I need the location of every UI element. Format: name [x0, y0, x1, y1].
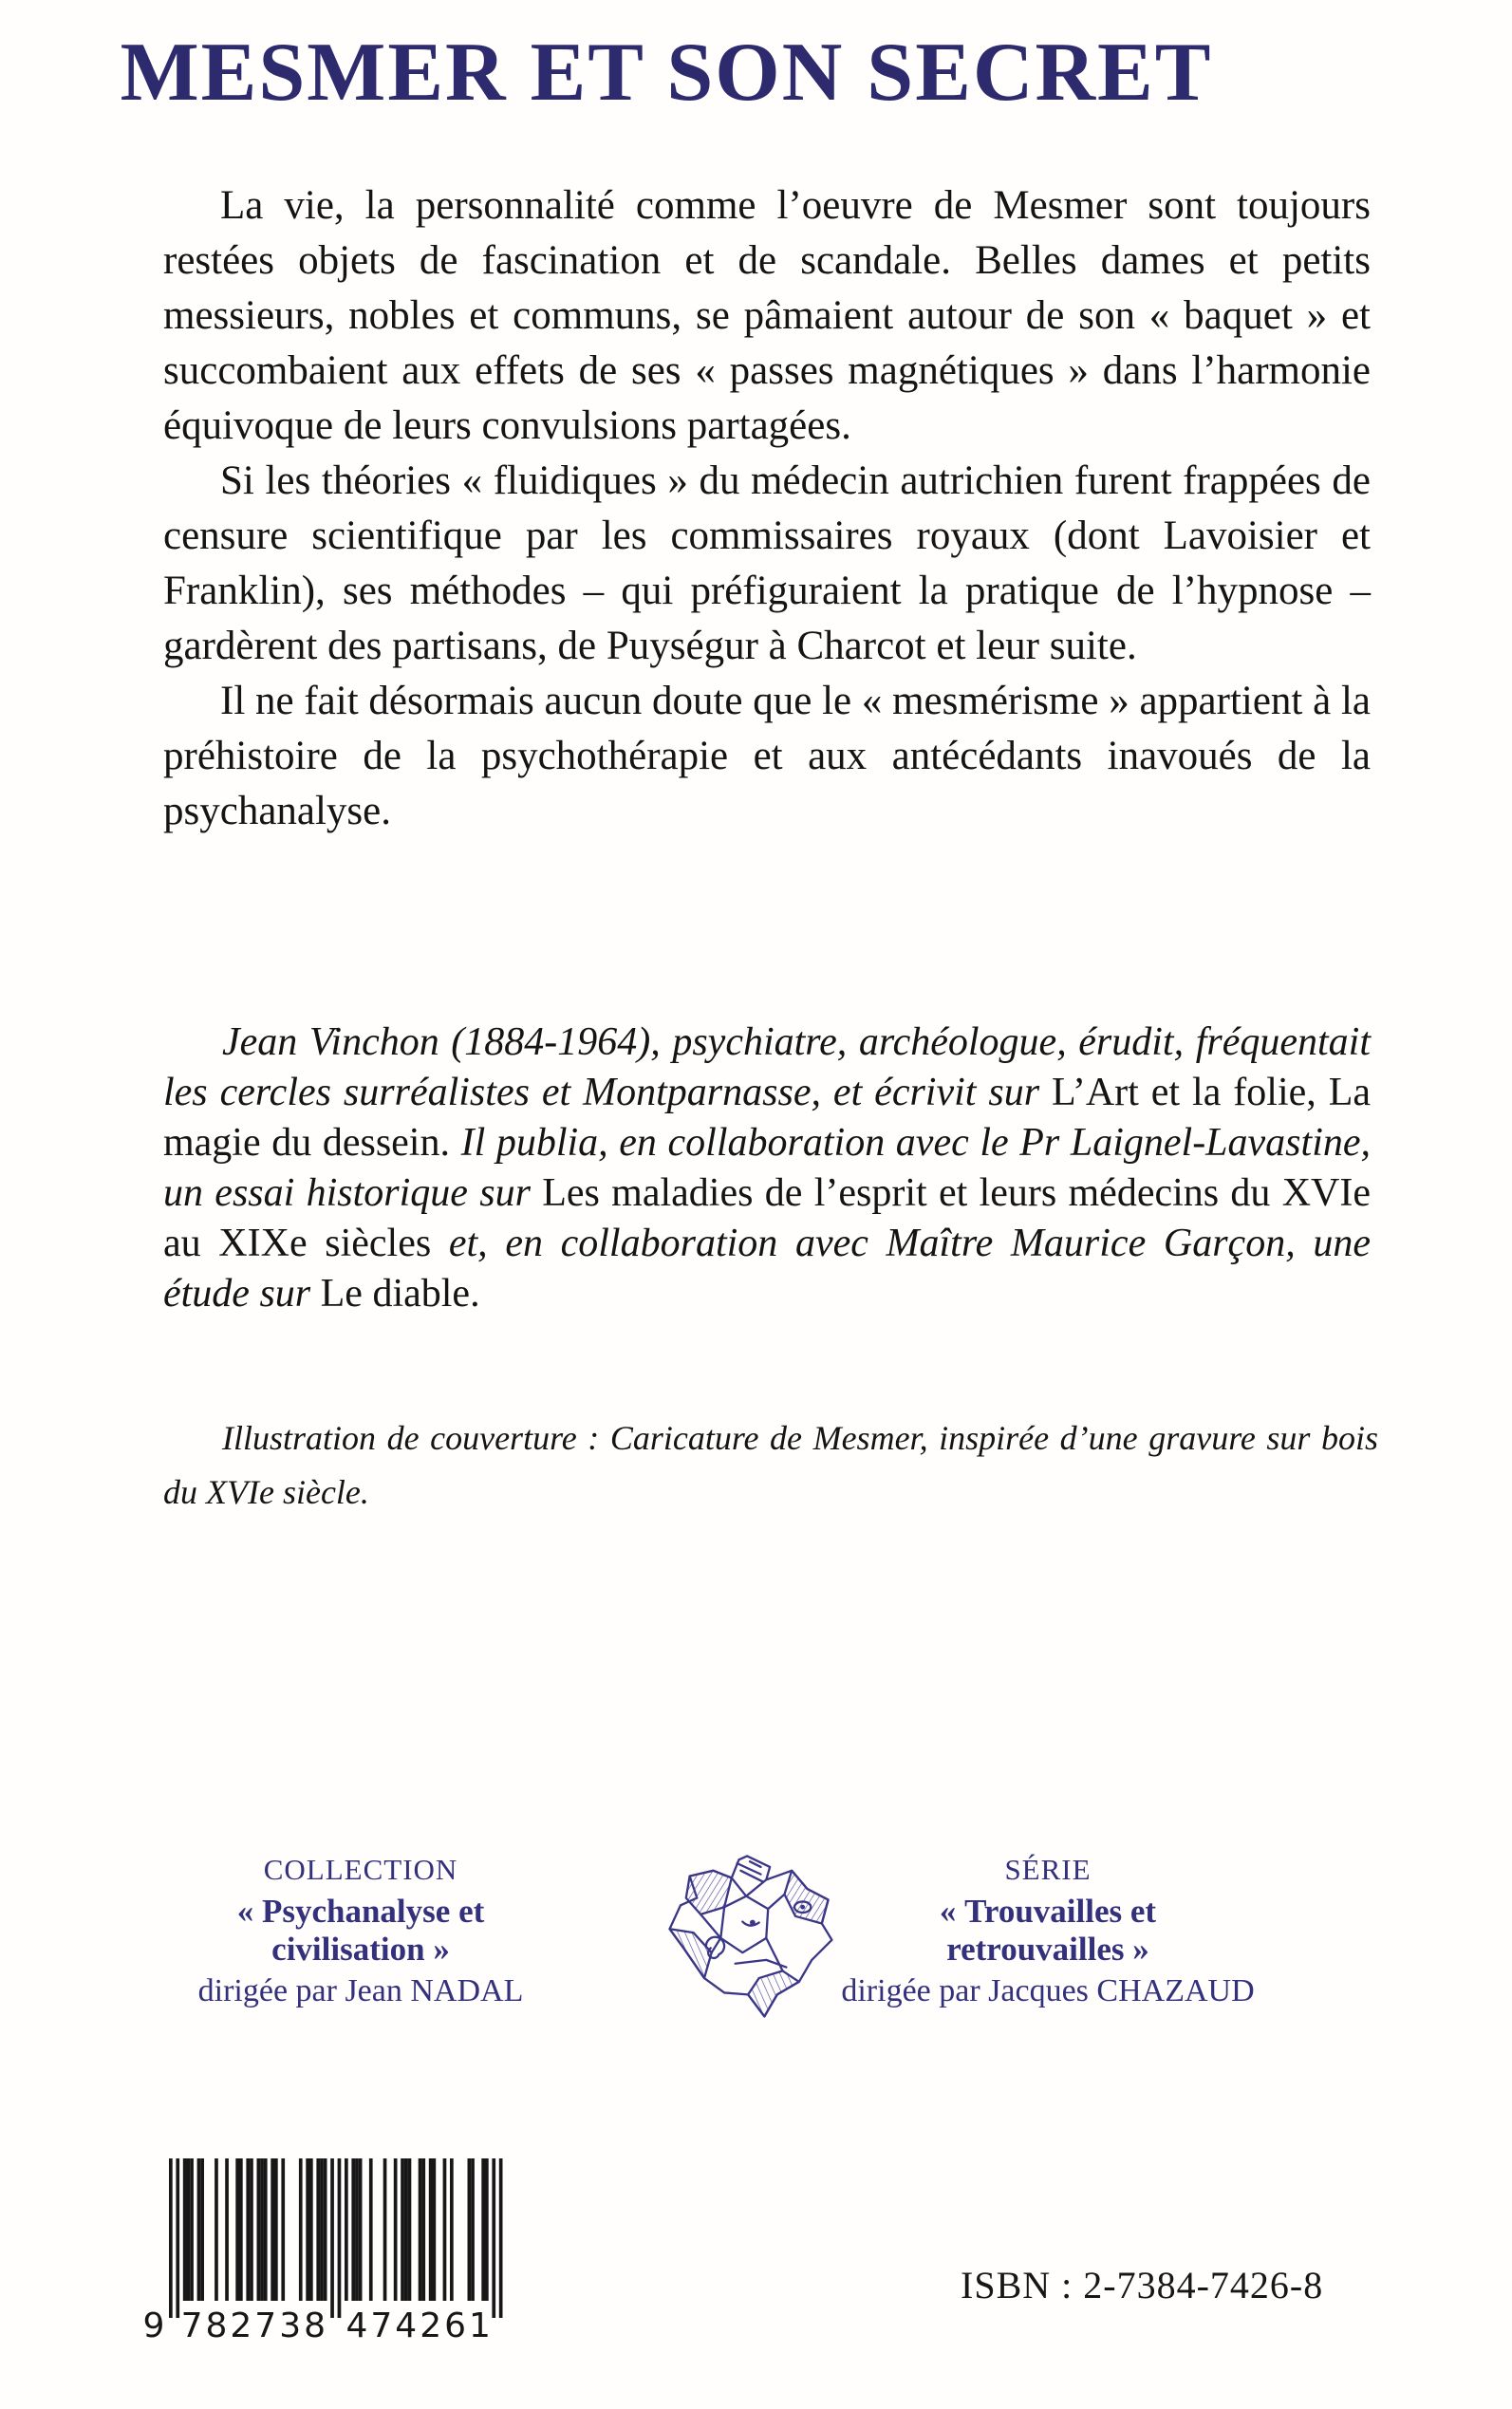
ean13-barcode	[139, 2158, 513, 2344]
series-block	[839, 1853, 1257, 2009]
bio-segment: Le diable.	[320, 1272, 480, 1316]
bio-segment: Les maladies de l’esprit et leurs médecins du XVIe au XIXe siècles	[163, 1171, 1372, 1265]
series-director: dirigée par Jacques CHAZAUD	[841, 1973, 1255, 2008]
bio-segment: Il publia, en collaboration avec le Pr Laignel-Lavastine, un essai historique sur	[163, 1121, 1372, 1215]
svg-text:7: 7	[180, 2306, 203, 2344]
synopsis-paragraph-3: Il ne fait désormais aucun doute que le « mesmérisme » appartient à la préhistoire de la psychothérapie et aux antécédants inavoués de la psychanalyse.	[163, 679, 1371, 833]
series-heading: SÉRIE	[1004, 1853, 1092, 1886]
illustration-note: Illustration de couverture : Caricature de Mesmer, inspirée d’une gravure sur bois du XVIe siècle.	[163, 1419, 1378, 1511]
imprint-row	[0, 1841, 1512, 2031]
book-title: MESMER ET SON SECRET	[120, 27, 1213, 119]
svg-text:7: 7	[254, 2306, 277, 2344]
collection-heading: COLLECTION	[263, 1853, 458, 1886]
synopsis-paragraph-2: Si les théories « fluidiques » du médecin autrichien furent frappées de censure scientifique par les commissaires royaux (dont Lavoisier et Franklin), ses méthodes – qui préfiguraient la pratique de l’hypnose – gardèrent des partisans, de Puységur à Charcot et leur suite.	[163, 458, 1371, 668]
series-name: « Trouvailles et retrouvailles »	[939, 1893, 1157, 1968]
synopsis-paragraph-1: La vie, la personnalité comme l’oeuvre de Mesmer sont toujours restées objets de fascination et de scandale. Belles dames et petits messieurs, nobles et communs, se pâmaient autour de son « baquet » et succombaient aux effets de ses « passes magnétiques » dans l’harmonie équivoque de leurs convulsions partagées.	[163, 183, 1371, 448]
collection-block	[152, 1853, 569, 2009]
svg-text:8: 8	[205, 2306, 228, 2344]
collection-director: dirigée par Jean NADAL	[197, 1973, 524, 2008]
bio-segment: étude sur	[163, 1272, 321, 1316]
svg-text:4: 4	[345, 2306, 368, 2344]
svg-text:3: 3	[279, 2306, 302, 2344]
svg-text:7: 7	[370, 2306, 393, 2344]
svg-text:4: 4	[395, 2306, 418, 2344]
synopsis	[163, 178, 1371, 839]
svg-text:2: 2	[230, 2306, 252, 2344]
isbn: ISBN : 2-7384-7426-8	[961, 2264, 1324, 2306]
svg-text:9: 9	[142, 2306, 165, 2344]
publisher-logo-icon	[657, 1843, 843, 2026]
svg-text:8: 8	[304, 2306, 327, 2344]
bio-segment: et, en collaboration avec Maître Maurice Garçon, une	[431, 1222, 1371, 1265]
author-bio	[163, 1018, 1371, 1319]
svg-text:2: 2	[420, 2306, 442, 2344]
bio-segment: L’Art et la folie, La magie du dessein.	[163, 1071, 1371, 1165]
svg-text:1: 1	[468, 2306, 491, 2344]
collection-name: « Psychanalyse et civilisation »	[236, 1893, 485, 1968]
svg-text:6: 6	[444, 2306, 467, 2344]
bio-segment: Jean Vinchon (1884-1964), psychiatre, archéologue, érudit, fréquentait les cercles surréalistes et Montparnasse, et écrivit sur	[163, 1020, 1371, 1114]
